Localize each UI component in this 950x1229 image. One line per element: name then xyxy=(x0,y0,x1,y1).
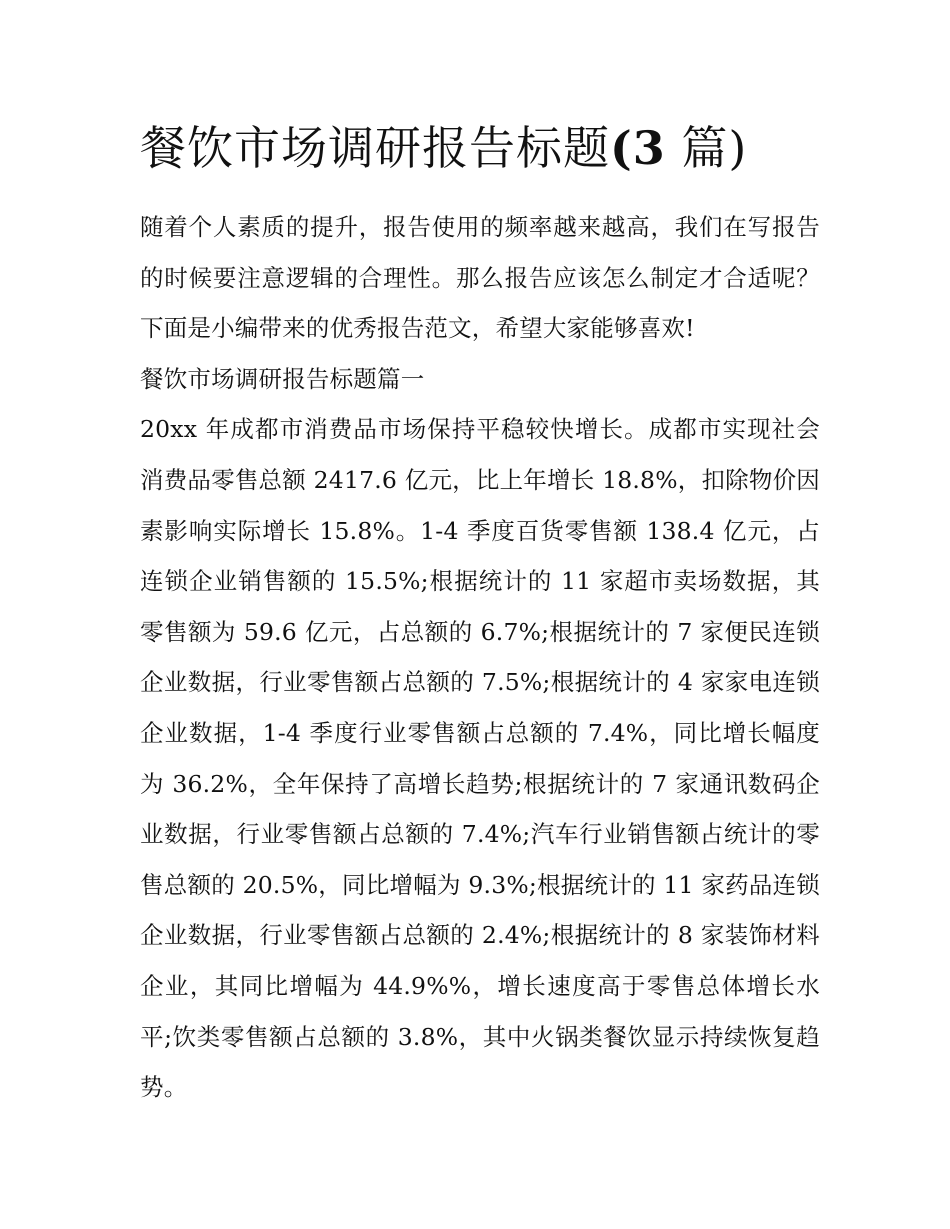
document-title xyxy=(140,118,820,178)
title-paren-open: ( xyxy=(610,121,633,175)
document-page xyxy=(140,118,820,1113)
title-suffix: 篇) xyxy=(665,121,748,175)
title-main-text: 餐饮市场调研报告标题 xyxy=(140,121,610,175)
section-heading: 餐饮市场调研报告标题篇一 xyxy=(140,364,425,393)
intro-paragraph: 随着个人素质的提升，报告使用的频率越来越高，我们在写报告的时候要注意逻辑的合理性。那么报告应该怎么制定才合适呢？下面是小编带来的优秀报告范文，希望大家能够喜欢! xyxy=(140,213,820,343)
body-paragraph: 20xx 年成都市消费品市场保持平稳较快增长。成都市实现社会消费品零售总额 2417.6 亿元，比上年增长 18.8%，扣除物价因素影响实际增长 15.8%。1-4 季度百货零售额 138.4 亿元，占连锁企业销售额的 15.5%;根据统计的 11 家超市卖场数据，其零售额为 59.6 亿元，占总额的 6.7%;根据统计的 7 家便民连锁企业数据，行业零售额占总额的 7.5%;根据统计的 4 家家电连锁企业数据，1-4 季度行业零售额占总额的 7.4%，同比增长幅度为 36.2%，全年保持了高增长趋势;根据统计的 7 家通讯数码企业数据，行业零售额占总额的 7.4%;汽车行业销售额占统计的零售总额的 20.5%，同比增幅为 9.3%;根据统计的 11 家药品连锁企业数据，行业零售额占总额的 2.4%;根据统计的 8 家装饰材料企业，其同比增幅为 44.9%%，增长速度高于零售总体增长水平;饮类零售额占总额的 3.8%，其中火锅类餐饮显示持续恢复趋势。 xyxy=(140,415,820,1102)
title-count: 3 xyxy=(632,121,666,175)
